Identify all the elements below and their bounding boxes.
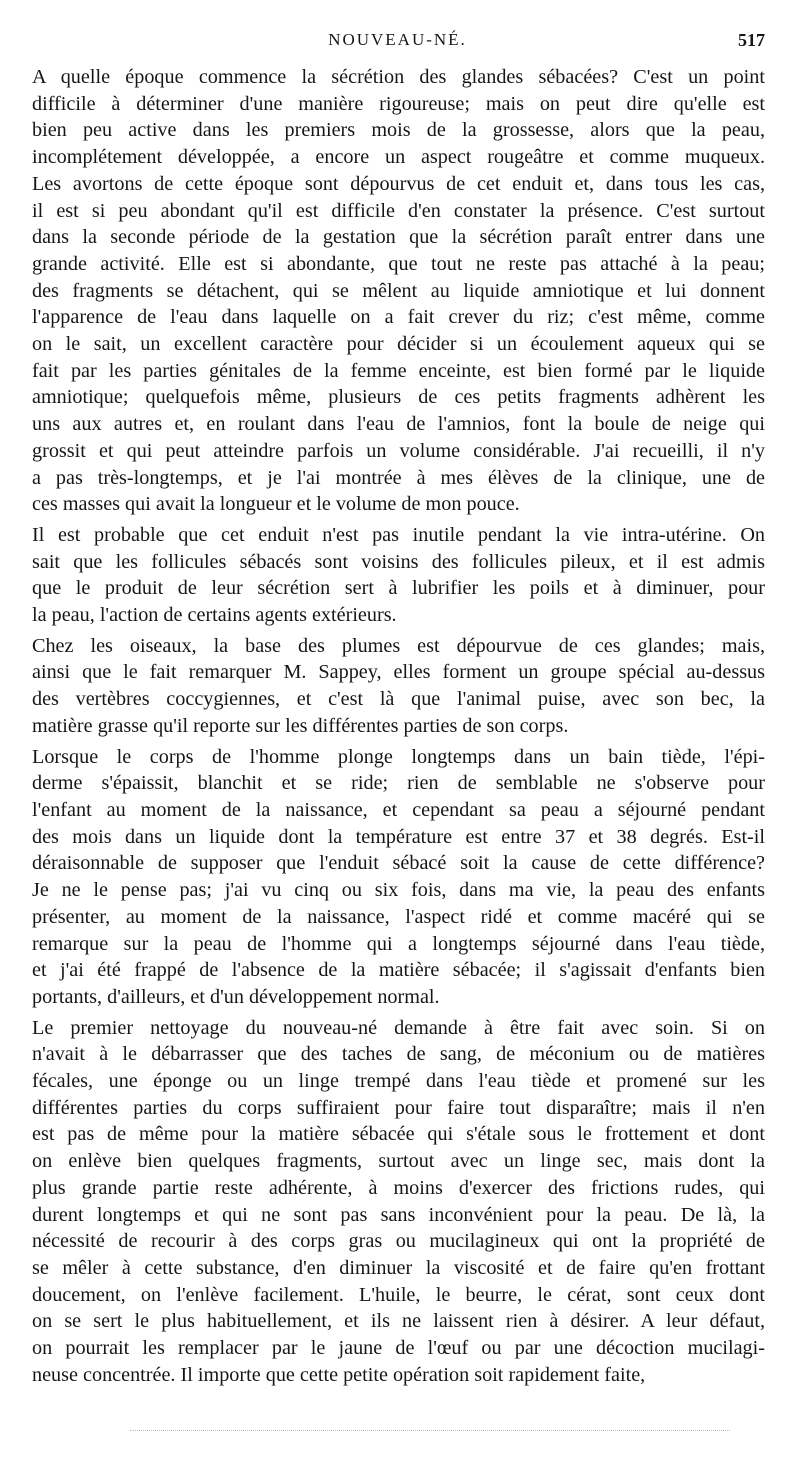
text-line: des mois dans un liquide dont la température est entre 37 et 38 degrés. Est-il	[32, 825, 765, 848]
text-line: fait par les parties génitales de la femme enceinte, est bien formé par le liquide	[32, 359, 765, 382]
text-line: doucement, on l'enlève facilement. L'huile, le beurre, le cérat, sont ceux dont	[32, 1283, 765, 1306]
text-line: A quelle époque commence la sécrétion des glandes sébacées? C'est un point	[32, 66, 765, 88]
text-line: incomplétement développée, a encore un aspect rougeâtre et comme muqueux.	[32, 146, 765, 169]
paragraph	[32, 522, 765, 629]
text-line: Lorsque le corps de l'homme plonge longtemps dans un bain tiède, l'épi-	[32, 745, 765, 768]
text-line: amniotique; quelquefois même, plusieurs de ces petits fragments adhèrent les	[32, 386, 765, 409]
text-line: on le sait, un excellent caractère pour décider si un écoulement aqueux qui se	[32, 333, 765, 356]
page-header	[30, 30, 765, 56]
paragraph	[32, 633, 765, 740]
body-text	[32, 64, 765, 1392]
text-line: il est si peu abondant qu'il est difficile d'en constater la présence. C'est surtout	[32, 199, 765, 222]
text-line: la peau, l'action de certains agents extérieurs.	[32, 604, 397, 627]
text-line: bien peu active dans les premiers mois de la grossesse, alors que la peau,	[32, 119, 765, 142]
text-line: durent longtemps et qui ne sont pas sans inconvénient pour la peau. De là, la	[32, 1203, 765, 1226]
page-number: 517	[738, 30, 765, 50]
text-line: différentes parties du corps suffiraient pour faire tout disparaître; mais il n'en	[32, 1096, 765, 1119]
text-line: matière grasse qu'il reporte sur les différentes parties de son corps.	[32, 714, 569, 737]
text-line: remarque sur la peau de l'homme qui a longtemps séjourné dans l'eau tiède,	[32, 932, 765, 955]
text-line: nécessité de recourir à des corps gras ou mucilagineux qui ont la propriété de	[32, 1230, 765, 1253]
text-line: plus grande partie reste adhérente, à moins d'exercer des frictions rudes, qui	[32, 1176, 765, 1199]
text-line: déraisonnable de supposer que l'enduit sébacé soit la cause de cette différence?	[32, 852, 765, 875]
text-line: n'avait à le débarrasser que des taches de sang, de méconium ou de matières	[32, 1043, 765, 1066]
text-line: uns aux autres et, en roulant dans l'eau de l'amnios, font la boule de neige qui	[32, 413, 765, 436]
text-line: dans la seconde période de la gestation que la sécrétion paraît entrer dans une	[32, 226, 765, 249]
bleed-through-trace	[130, 1430, 730, 1433]
text-line: fécales, une éponge ou un linge trempé dans l'eau tiède et promené sur les	[32, 1070, 765, 1093]
text-line: des vertèbres coccygiennes, et c'est là que l'animal puise, avec son bec, la	[32, 688, 765, 711]
text-line: l'apparence de l'eau dans laquelle on a fait crever du riz; c'est même, comme	[32, 306, 765, 329]
text-line: se mêler à cette substance, d'en diminuer la viscosité et de faire qu'en frottant	[32, 1256, 765, 1279]
text-line: sait que les follicules sébacés sont voisins des follicules pileux, et il est admis	[32, 550, 765, 573]
text-line: neuse concentrée. Il importe que cette petite opération soit rapidement faite,	[32, 1363, 646, 1386]
text-line: Il est probable que cet enduit n'est pas inutile pendant la vie intra-utérine. On	[32, 523, 765, 546]
text-line: grande activité. Elle est si abondante, que tout ne reste pas attaché à la peau;	[32, 252, 765, 275]
text-line: que le produit de leur sécrétion sert à lubrifier les poils et à diminuer, pour	[32, 577, 765, 600]
text-line: ainsi que le fait remarquer M. Sappey, elles forment un groupe spécial au-dessus	[32, 661, 765, 684]
text-line: on pourrait les remplacer par le jaune de l'œuf ou par une décoction mucilagi-	[32, 1337, 765, 1360]
paragraph	[32, 1015, 765, 1389]
running-head: NOUVEAU-NÉ.	[328, 30, 467, 49]
text-line: portants, d'ailleurs, et d'un développement normal.	[32, 985, 440, 1008]
text-line: l'enfant au moment de la naissance, et cependant sa peau a séjourné pendant	[32, 798, 765, 821]
text-line: on enlève bien quelques fragments, surtout avec un linge sec, mais dont la	[32, 1150, 765, 1173]
text-line: présenter, au moment de la naissance, l'aspect ridé et comme macéré qui se	[32, 905, 765, 928]
text-line: on se sert le plus habituellement, et ils ne laissent rien à désirer. A leur défaut,	[32, 1310, 765, 1333]
text-line: est pas de même pour la matière sébacée qui s'étale sous le frottement et dont	[32, 1123, 765, 1146]
paragraph	[32, 744, 765, 1011]
text-line: derme s'épaissit, blanchit et se ride; rien de semblable ne s'observe pour	[32, 772, 765, 795]
text-line: difficile à déterminer d'une manière rigoureuse; mais on peut dire qu'elle est	[32, 92, 765, 115]
text-line: Le premier nettoyage du nouveau-né demande à être fait avec soin. Si on	[32, 1016, 765, 1039]
text-line: ces masses qui avait la longueur et le volume de mon pouce.	[32, 493, 520, 516]
text-line: des fragments se détachent, qui se mêlent au liquide amniotique et lui donnent	[32, 279, 765, 302]
text-line: Je ne le pense pas; j'ai vu cinq ou six fois, dans ma vie, la peau des enfants	[32, 879, 765, 902]
text-line: Les avortons de cette époque sont dépourvus de cet enduit et, dans tous les cas,	[32, 172, 765, 195]
text-line: et j'ai été frappé de l'absence de la matière sébacée; il s'agissait d'enfants bien	[32, 959, 765, 982]
text-line: grossit et qui peut atteindre parfois un volume considérable. J'ai recueilli, il n'y	[32, 439, 765, 462]
text-line: Chez les oiseaux, la base des plumes est dépourvue de ces glandes; mais,	[32, 634, 765, 657]
paragraph	[32, 64, 765, 518]
text-line: a pas très-longtemps, et je l'ai montrée à mes élèves de la clinique, une de	[32, 466, 765, 489]
